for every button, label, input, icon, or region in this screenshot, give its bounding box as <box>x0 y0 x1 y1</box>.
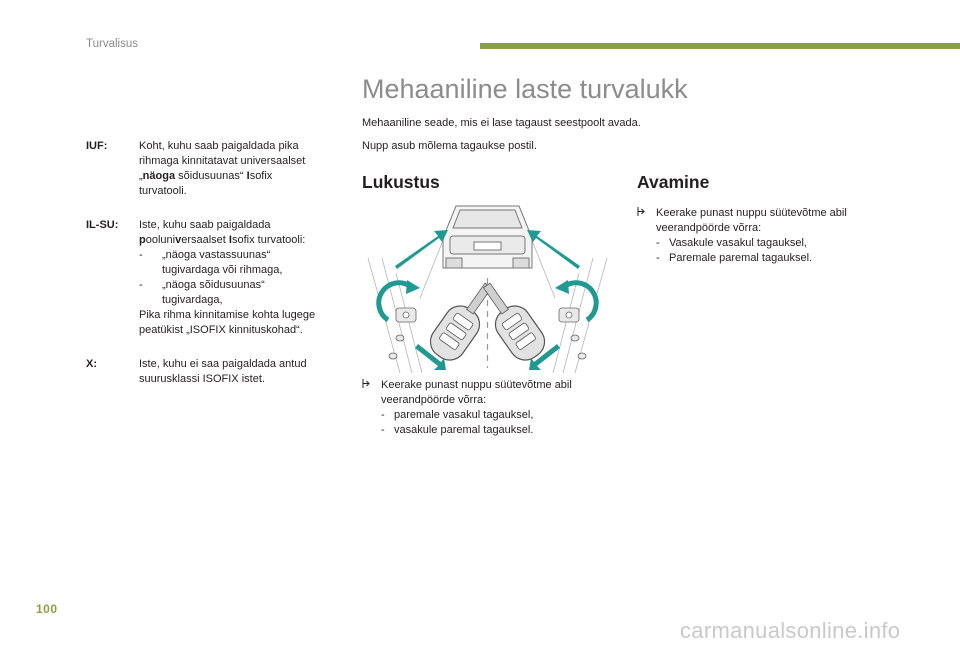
child-lock-illustration <box>360 198 615 378</box>
text-fragment: sõidusuunas“ <box>175 170 247 182</box>
list-dash: - <box>656 237 660 249</box>
bold-fragment: I <box>228 234 232 246</box>
definition-line: turvatooli. <box>139 185 187 197</box>
definition-line: suurusklassi ISOFIX istet. <box>139 373 265 385</box>
text-fragment: ersaalset <box>181 234 229 246</box>
heading-unlocking: Avamine <box>637 172 710 192</box>
page-title: Mehaaniline laste turvalukk <box>362 74 688 104</box>
list-dash: - <box>139 279 143 291</box>
instruction-text <box>656 206 847 266</box>
list-text: vasakule paremal tagauksel. <box>394 424 534 436</box>
list-item <box>381 408 572 423</box>
instruction-line: veerandpöörde võrra: <box>656 222 762 234</box>
arrow-bullet-icon <box>637 206 646 222</box>
text-fragment: sofix <box>249 170 273 182</box>
definition-line: Iste, kuhu saab paigaldada <box>139 219 271 231</box>
definition-term: IUF: <box>86 140 108 152</box>
bold-fragment: p <box>139 234 146 246</box>
header-accent-bar <box>480 43 960 49</box>
bold-fragment: näoga <box>142 170 176 182</box>
list-line: „näoga sõidusuunas“ <box>162 279 265 291</box>
list-dash: - <box>656 252 660 264</box>
intro-paragraph-2: Nupp asub mõlema tagaukse postil. <box>362 140 537 152</box>
definition-rich-line <box>139 169 329 184</box>
list-item <box>139 278 329 308</box>
definition-line: Koht, kuhu saab paigaldada pika <box>139 140 299 152</box>
intro-paragraph: Mehaaniline seade, mis ei lase tagaust seestpoolt avada. <box>362 117 641 129</box>
list-item <box>381 423 572 438</box>
list-item <box>656 236 847 251</box>
key-icon <box>424 275 551 366</box>
definition-body <box>139 357 329 387</box>
watermark[interactable]: carmanualsonline.info <box>680 618 901 643</box>
list-dash: - <box>381 409 385 421</box>
list-text: paremale vasakul tagauksel, <box>394 409 534 421</box>
bold-fragment: v <box>175 234 182 246</box>
bold-fragment: I <box>246 170 250 182</box>
definition-note-line: Pika rihma kinnitamise kohta lugege <box>139 309 316 321</box>
list-text: Vasakule vasakul tagauksel, <box>669 237 807 249</box>
list-line: tugivardaga, <box>162 294 223 306</box>
list-line: tugivardaga või rihmaga, <box>162 264 283 276</box>
definition-rich-line <box>139 233 329 248</box>
instruction-line: Keerake punast nuppu süütevõtme abil <box>381 379 572 391</box>
list-line: „näoga vastassuunas“ <box>162 249 271 261</box>
definition-body <box>139 139 329 199</box>
instruction-line: veerandpöörde võrra: <box>381 394 487 406</box>
definition-line: rihmaga kinnitatavat universaalset <box>139 155 306 167</box>
list-item <box>656 251 847 266</box>
definition-body <box>139 218 329 338</box>
instruction-line: Keerake punast nuppu süütevõtme abil <box>656 207 847 219</box>
definition-term: X: <box>86 358 97 370</box>
instruction-text <box>381 378 572 438</box>
text-fragment: „ <box>139 170 143 182</box>
list-item <box>139 248 329 278</box>
definition-note-line: peatükist „ISOFIX kinnituskohad“. <box>139 324 303 336</box>
list-dash: - <box>139 249 143 261</box>
definition-line: Iste, kuhu ei saa paigaldada antud <box>139 358 307 370</box>
section-label: Turvalisus <box>86 38 138 50</box>
list-dash: - <box>381 424 385 436</box>
list-text: Paremale paremal tagauksel. <box>669 252 813 264</box>
definition-term: IL-SU: <box>86 219 119 231</box>
page-number: 100 <box>36 602 58 616</box>
text-fragment: sofix turvatooli: <box>231 234 306 246</box>
car-rear-icon <box>443 206 532 268</box>
heading-locking: Lukustus <box>362 172 440 192</box>
text-fragment: ooluni <box>145 234 176 246</box>
arrow-bullet-icon <box>362 378 371 394</box>
